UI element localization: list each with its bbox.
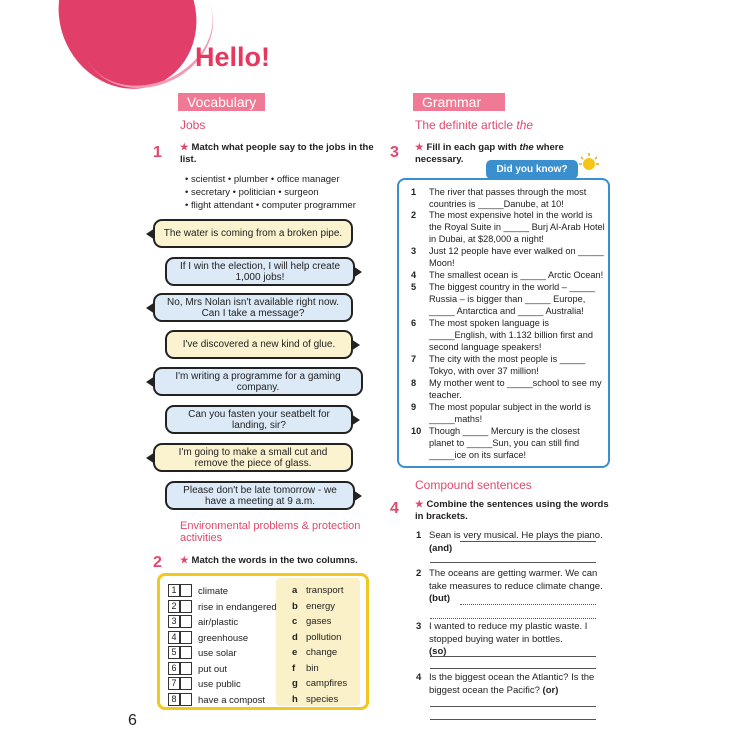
row-number: 7 (168, 677, 180, 690)
fact-text: The biggest country in the world – _____ Russia – is bigger than _____ Europe, _____ Antarctica and _____ Australia! (429, 282, 595, 316)
exercise-3-instruction-italic: the (519, 142, 534, 153)
answer-line[interactable] (460, 604, 596, 605)
left-word: climate (198, 586, 229, 597)
speech-bubble: I'm going to make a small cut and remove the piece of glass. (153, 443, 353, 472)
left-word: use public (198, 679, 241, 690)
answer-line[interactable] (430, 668, 596, 669)
fact-text: The smallest ocean is _____ Arctic Ocean! (429, 270, 604, 280)
left-word: rise in endangered (198, 601, 277, 613)
combine-text: Sean is very musical. He plays the piano. (429, 530, 603, 541)
left-word: greenhouse (198, 632, 249, 644)
combine-hint: (and) (429, 542, 453, 554)
fact-number: 2 (411, 210, 417, 220)
fact-number: 7 (411, 354, 417, 364)
lightbulb-icon (578, 152, 600, 174)
right-word: change (306, 647, 338, 658)
fact-text: My mother went to _____school to see my teacher. (429, 378, 602, 400)
row-number: 6 (168, 662, 180, 675)
fact-number: 8 (411, 378, 417, 388)
row-letter: a (292, 585, 298, 596)
speech-bubble: I'm writing a programme for a gaming company. (153, 367, 363, 396)
match-row (168, 662, 368, 676)
match-row (168, 646, 368, 660)
right-word: energy (306, 600, 336, 612)
word-line: • secretary • politician • surgeon (185, 187, 319, 198)
grammar-subhead (415, 118, 533, 132)
answer-box[interactable] (180, 600, 192, 613)
speech-bubble: The water is coming from a broken pipe. (153, 219, 353, 248)
combine-text: The oceans are getting warmer. We can take measures to reduce climate change. (429, 568, 603, 592)
grammar-subhead-text: The definite article (415, 118, 517, 132)
exercise-2-instruction (180, 555, 375, 567)
fact-text: The most expensive hotel in the world is the Royal Suite in _____ Burj Al-Arab Hotel in Dubai, at $28,000 a night! (429, 210, 605, 244)
fact-number: 9 (411, 402, 417, 412)
star-icon: ★ (415, 142, 424, 153)
fact-text: The most popular subject in the world is _____maths! (429, 402, 591, 424)
speech-bubble: No, Mrs Nolan isn't available right now. Can I take a message? (153, 293, 353, 322)
row-number: 8 (168, 693, 180, 706)
row-letter: c (292, 616, 298, 627)
right-word: gases (306, 616, 332, 627)
speech-bubble: If I win the election, I will help create 1,000 jobs! (165, 257, 355, 286)
jobs-subhead: Jobs (180, 118, 206, 132)
right-word: species (306, 693, 339, 705)
exercise-2-number: 2 (153, 554, 162, 571)
fact-number: 3 (411, 246, 417, 256)
star-icon: ★ (180, 142, 189, 153)
answer-box[interactable] (180, 646, 192, 659)
page-title: Hello! (195, 42, 271, 72)
left-word: use solar (198, 648, 237, 659)
word-line: • scientist • plumber • office manager (185, 174, 340, 185)
combine-number: 1 (416, 530, 422, 541)
right-word: bin (306, 662, 319, 674)
right-word: pollution (306, 631, 342, 643)
grammar-subhead-italic: the (516, 118, 534, 132)
fact-number: 10 (411, 426, 422, 436)
exercise-1-instruction (180, 142, 375, 166)
answer-box[interactable] (180, 693, 192, 706)
exercise-1-number: 1 (153, 144, 162, 161)
exercise-4-instruction-text: Combine the sentences using the words in brackets. (415, 499, 609, 522)
exercise-3-instruction-text: Fill in each gap with (426, 142, 520, 153)
answer-line[interactable] (460, 541, 596, 542)
combine-text: Is the biggest ocean the Atlantic? Is the biggest ocean the Pacific? (429, 672, 595, 696)
row-letter: g (292, 678, 298, 689)
left-word: air/plastic (198, 617, 239, 628)
exercise-4-number: 4 (390, 500, 399, 517)
page-number: 6 (128, 712, 137, 729)
answer-line[interactable] (430, 562, 596, 563)
environment-subhead: Environmental problems & protection activities (180, 520, 361, 544)
row-number: 4 (168, 631, 180, 644)
fact-number: 1 (411, 187, 417, 197)
exercise-1-instruction-text: Match what people say to the jobs in the list. (180, 142, 374, 165)
exercise-3-instruction-end: where necessary. (415, 142, 564, 165)
compound-subhead: Compound sentences (415, 478, 532, 492)
vocabulary-label: Vocabulary (178, 93, 265, 111)
answer-line[interactable] (430, 656, 596, 657)
left-word: put out (198, 663, 228, 675)
row-letter: b (292, 600, 298, 612)
star-icon: ★ (180, 555, 189, 566)
fact-number: 5 (411, 282, 417, 292)
fact-number: 6 (411, 318, 417, 328)
match-row (168, 631, 368, 645)
answer-box[interactable] (180, 584, 192, 597)
row-letter: e (292, 647, 298, 658)
right-word: transport (306, 585, 344, 596)
exercise-3-number: 3 (390, 144, 399, 161)
fact-text: The most spoken language is _____English, with 1.132 billion first and second language speakers! (429, 318, 593, 352)
answer-line[interactable] (430, 706, 596, 707)
match-row (168, 693, 368, 707)
combine-hint: (so) (429, 646, 447, 657)
fact-text: Though _____ Mercury is the closest planet to _____Sun, you can still find _____ice on its surface! (429, 426, 580, 460)
match-row (168, 584, 368, 598)
grammar-label: Grammar (413, 93, 505, 111)
word-line: • flight attendant • computer programmer (185, 200, 356, 211)
left-word: have a compost (198, 694, 266, 706)
match-row (168, 600, 368, 614)
right-word: campfires (306, 678, 348, 689)
combine-hint: (or) (542, 684, 559, 696)
answer-box[interactable] (180, 662, 192, 675)
match-row (168, 677, 368, 691)
speech-bubble: I've discovered a new kind of glue. (165, 330, 353, 359)
combine-number: 4 (416, 672, 422, 683)
combine-text: I wanted to reduce my plastic waste. I stopped buying water in bottles. (429, 621, 588, 645)
answer-line[interactable] (430, 719, 596, 720)
match-row (168, 615, 368, 629)
row-letter: d (292, 631, 298, 643)
matching-box (157, 573, 369, 710)
fact-text: Just 12 people have ever walked on _____ Moon! (429, 246, 604, 268)
speech-bubble: Can you fasten your seatbelt for landing, sir? (165, 405, 353, 434)
row-number: 1 (168, 584, 180, 597)
fact-text: The river that passes through the most countries is _____Danube, at 10! (429, 187, 587, 209)
combine-number: 2 (416, 568, 422, 579)
speech-bubble: Please don't be late tomorrow - we have a meeting at 9 a.m. (165, 481, 355, 510)
exercise-4-instruction (415, 499, 610, 523)
exercise-2-instruction-text: Match the words in the two columns. (191, 555, 358, 566)
row-number: 3 (168, 615, 180, 628)
star-icon: ★ (415, 499, 424, 510)
answer-box[interactable] (180, 677, 192, 690)
row-number: 5 (168, 646, 180, 659)
combine-number: 3 (416, 621, 422, 632)
row-letter: h (292, 693, 298, 705)
answer-box[interactable] (180, 631, 192, 644)
combine-hint: (but) (429, 593, 451, 604)
job-word-list (185, 173, 385, 212)
did-you-know-tag: Did you know? (486, 160, 578, 179)
row-letter: f (292, 662, 296, 674)
row-number: 2 (168, 600, 180, 613)
fact-number: 4 (411, 270, 417, 280)
answer-box[interactable] (180, 615, 192, 628)
fact-text: The city with the most people is _____ Tokyo, with over 37 million! (429, 354, 586, 376)
answer-line[interactable] (430, 618, 596, 619)
